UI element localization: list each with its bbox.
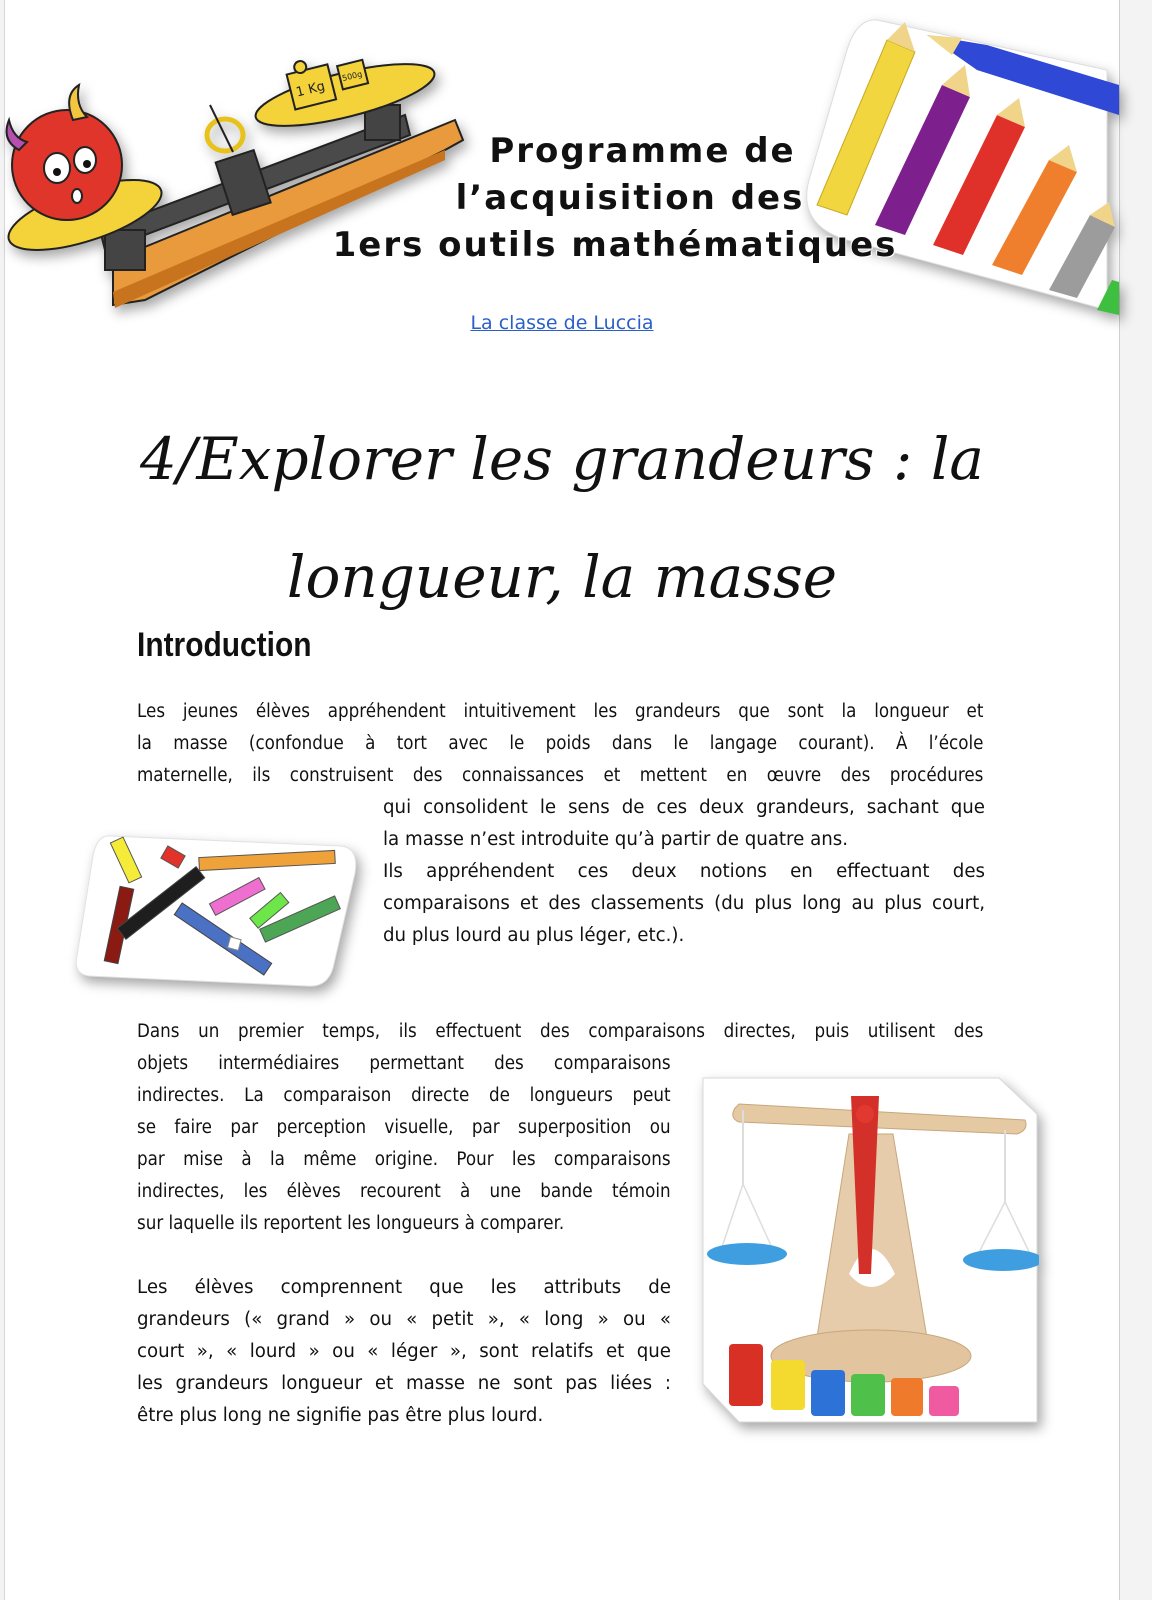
colored-rods-image bbox=[71, 828, 361, 993]
program-title bbox=[325, 128, 905, 269]
text-line: par mise à la même origine. Pour les comparaisons bbox=[137, 1149, 671, 1170]
section-heading-introduction: Introduction bbox=[137, 626, 312, 664]
text-line: Les jeunes élèves appréhendent intuitivement les grandeurs que sont la longueur et bbox=[137, 701, 984, 722]
text-line: Dans un premier temps, ils effectuent des comparaisons directes, puis utilisent des bbox=[137, 1021, 984, 1042]
text-line: Ils appréhendent ces deux notions en effectuant des bbox=[383, 861, 985, 882]
paragraph-3 bbox=[137, 1272, 671, 1432]
text-line: court », « lourd » ou « léger », sont relatifs et que bbox=[137, 1341, 671, 1362]
paragraph-1-full bbox=[137, 696, 983, 792]
wooden-balance-scale-image bbox=[699, 1074, 1039, 1424]
page-title-line-1: 4/Explorer les grandeurs : la bbox=[139, 425, 984, 493]
text-line: comparaisons et des classements (du plus long au plus court, bbox=[383, 893, 985, 914]
paragraph-2-full bbox=[137, 1016, 983, 1048]
program-title-line-2: l’acquisition des bbox=[455, 178, 805, 218]
page-title bbox=[5, 400, 1119, 636]
program-title-line-1: Programme de bbox=[489, 131, 796, 171]
weight-label-1kg: 1 Kg bbox=[294, 78, 327, 101]
text-line: qui consolident le sens de ces deux grandeurs, sachant que bbox=[383, 797, 985, 818]
text-line: objets intermédiaires permettant des comparaisons bbox=[137, 1053, 671, 1074]
text-line: la masse (confondue à tort avec le poids dans le langage courant). À l’école bbox=[137, 733, 984, 754]
text-line: être plus long ne signifie pas être plus lourd. bbox=[137, 1405, 544, 1426]
text-line: se faire par perception visuelle, par superposition ou bbox=[137, 1117, 671, 1138]
paragraph-2-wrapped bbox=[137, 1048, 671, 1240]
weight-label-500g: 500g bbox=[341, 69, 364, 84]
text-line: indirectes, les élèves recourent à une bande témoin bbox=[137, 1181, 671, 1202]
document-page bbox=[4, 0, 1120, 1600]
text-line: grandeurs (« grand » ou « petit », « long » ou « bbox=[137, 1309, 671, 1330]
paragraph-1-wrapped bbox=[383, 792, 985, 952]
text-line: sur laquelle ils reportent les longueurs à comparer. bbox=[137, 1213, 565, 1234]
program-title-line-3: 1ers outils mathématiques bbox=[332, 225, 898, 265]
text-line: les grandeurs longueur et masse ne sont pas liées : bbox=[137, 1373, 671, 1394]
text-line: Les élèves comprennent que les attributs de bbox=[137, 1277, 671, 1298]
text-line: la masse n’est introduite qu’à partir de quatre ans. bbox=[383, 829, 849, 850]
classe-de-luccia-link[interactable]: La classe de Luccia bbox=[470, 312, 654, 334]
text-line: du plus lourd au plus léger, etc.). bbox=[383, 925, 685, 946]
text-line: indirectes. La comparaison directe de longueurs peut bbox=[137, 1085, 671, 1106]
page-title-line-2: longueur, la masse bbox=[286, 543, 838, 611]
text-line: maternelle, ils construisent des connaissances et mettent en œuvre des procédures bbox=[137, 765, 984, 786]
